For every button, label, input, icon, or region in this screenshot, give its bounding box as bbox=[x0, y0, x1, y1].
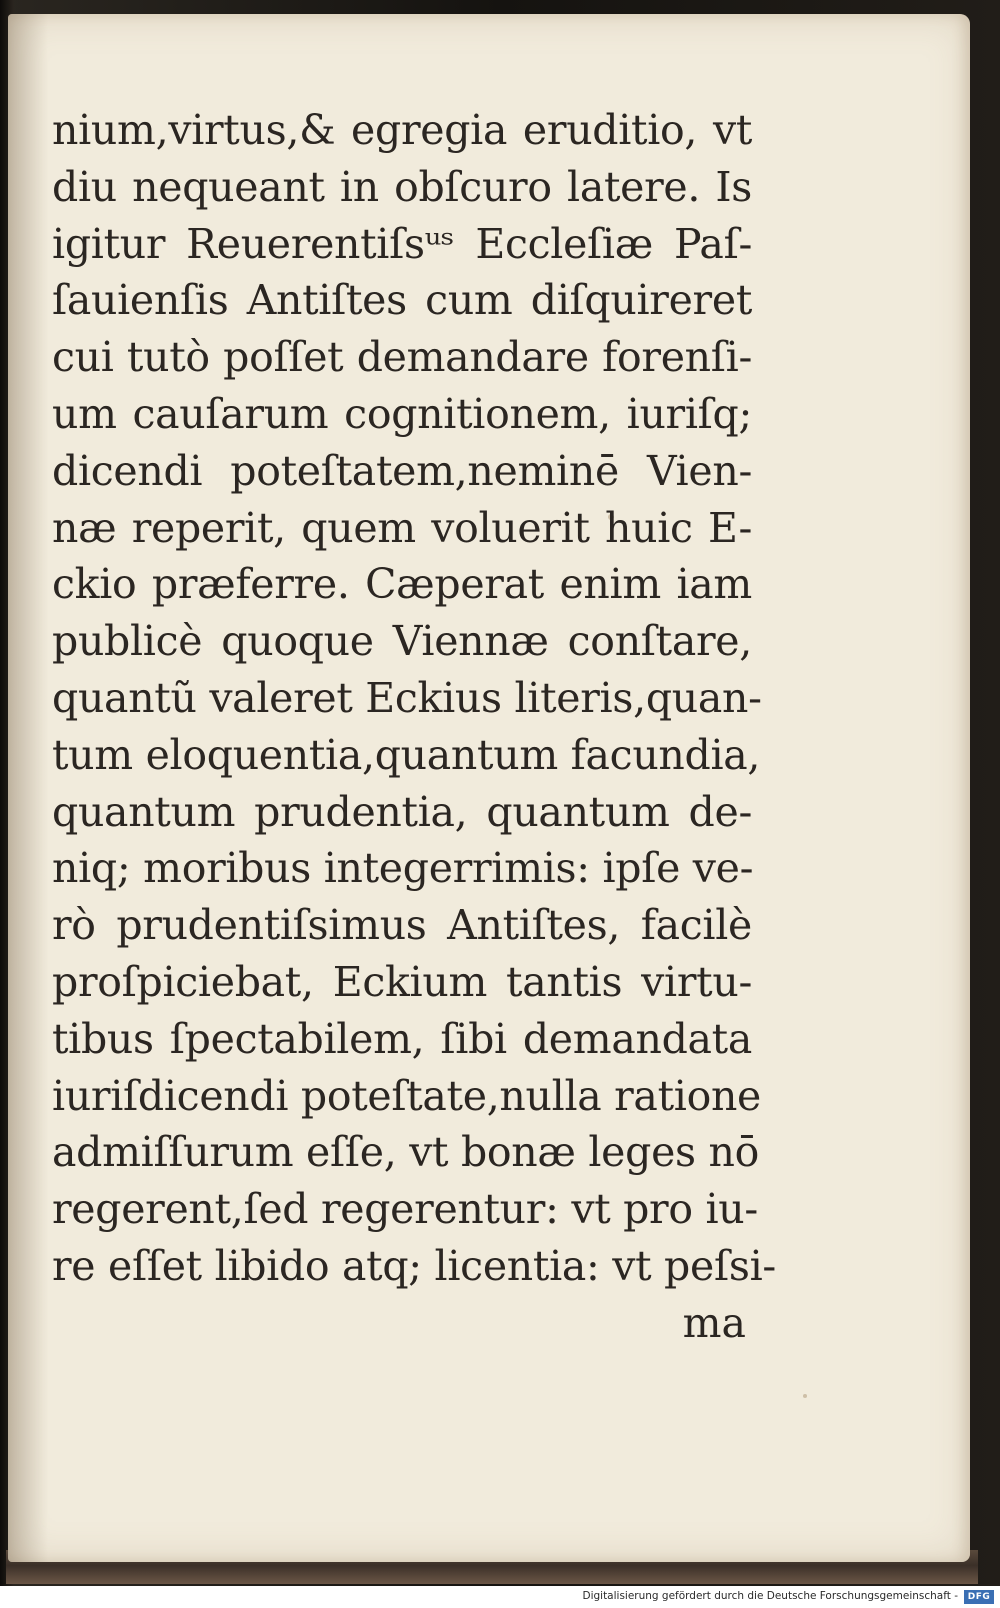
text-line: um cauſarum cognitionem, iuriſq; bbox=[52, 389, 752, 438]
text-line: ſauienſis Antiſtes cum diſquireret bbox=[52, 276, 752, 325]
foxing-spot bbox=[803, 1394, 807, 1398]
dfg-logo-icon: DFG bbox=[964, 1590, 994, 1604]
text-line: næ reperit, quem voluerit huic E- bbox=[52, 503, 752, 552]
text-line: proſpiciebat, Eckium tantis virtu- bbox=[52, 957, 752, 1006]
text-line: admiſſurum eſſe, vt bonæ leges nō bbox=[52, 1128, 760, 1177]
text-line: iuriſdicendi poteſtate,nulla ratione bbox=[52, 1071, 762, 1120]
book-page bbox=[8, 14, 970, 1562]
text-line: quantũ valeret Eckius literis,quan- bbox=[52, 673, 762, 722]
text-line: tum eloquentia,quantum facundia, bbox=[52, 730, 761, 779]
text-line: publicè quoque Viennæ conſtare, bbox=[52, 617, 752, 666]
text-line: dicendi poteſtatem,neminē Vien- bbox=[52, 446, 752, 495]
funding-credit: Digitalisierung gefördert durch die Deutsche Forschungsgemeinschaft - bbox=[582, 1590, 958, 1602]
text-line: ckio præferre. Cæperat enim iam bbox=[52, 560, 752, 609]
text-line: regerent,ſed regerentur: vt pro iu- bbox=[52, 1185, 758, 1234]
text-line: tibus ſpectabilem, ſibi demandata bbox=[52, 1014, 752, 1063]
text-line: niq; moribus integerrimis: ipſe ve- bbox=[52, 844, 754, 893]
text-line: quantum prudentia, quantum de- bbox=[52, 787, 752, 836]
text-line: diu nequeant in obſcuro latere. Is bbox=[52, 162, 752, 211]
text-line: re eſſet libido atq; licentia: vt peſsi- bbox=[52, 1241, 776, 1290]
text-line: nium,virtus,& egregia eruditio, vt bbox=[52, 106, 752, 154]
text-line: igitur Reuerentiſsᵘˢ Eccleſiæ Paſ- bbox=[52, 219, 752, 268]
text-line: rò prudentiſsimus Antiſtes, facilè bbox=[52, 901, 752, 950]
digitization-footer bbox=[0, 1586, 1000, 1608]
catchword: ma bbox=[682, 1298, 746, 1347]
text-line: cui tutò poſſet demandare forenſi- bbox=[52, 333, 752, 382]
text-block bbox=[52, 102, 776, 1352]
gutter-shade bbox=[8, 14, 48, 1562]
